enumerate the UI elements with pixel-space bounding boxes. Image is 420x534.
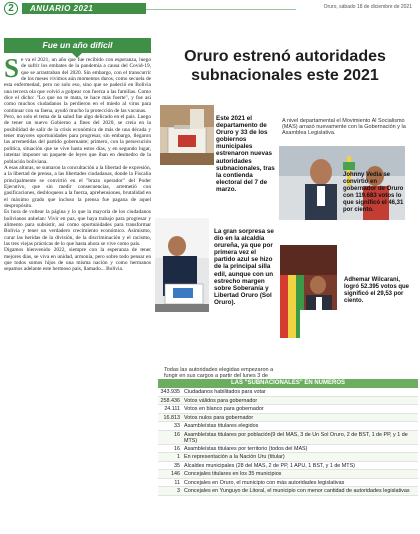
row-label: Ciudadanos habilitados para votar — [184, 389, 266, 396]
caption-governor: Johnny Vedia se convirtió en gobernador de Oruro con 119.683 votos lo que significó el 46,31 por ciento. — [343, 172, 404, 214]
drop-cap: S — [4, 57, 20, 83]
row-label: En representación a la Nación Uru (titular) — [184, 454, 285, 461]
row-number: 1 — [177, 454, 180, 461]
table-row — [158, 445, 418, 454]
table-row — [158, 405, 418, 414]
row-number: 16 — [174, 445, 180, 452]
caption-wilcarani: Adhemar Wilcarani, logró 52.395 votos que significó el 29,53 por ciento. — [344, 277, 410, 305]
table-row — [158, 470, 418, 479]
editorial-body — [4, 57, 151, 527]
row-number: 258.436 — [160, 397, 180, 404]
row-number: 16 — [174, 431, 180, 438]
row-number: 146 — [171, 471, 180, 478]
mayor-voting-photo — [155, 218, 209, 312]
table-row — [158, 487, 418, 496]
note-departmental: A nivel departamental el Movimiento Al Socialismo (MAS) arrasó nuevamente con la Gobernación y la Asamblea Legislativa. — [282, 118, 406, 137]
table-row — [158, 397, 418, 406]
row-label: Alcaldes municipales (28 del MAS, 2 de PP, 1 APU, 1 BST, y 1 de MTS) — [184, 462, 355, 469]
row-number: 16.813 — [163, 414, 180, 421]
table-rows — [158, 388, 418, 496]
row-label: Votos nulos para gobernador — [184, 414, 254, 421]
row-label: Asambleístas titulares elegidos — [184, 423, 259, 430]
caption-mayoralty: La gran sorpresa se dio en la alcaldía orureña, ya que por primera vez el partido azul se hizo de la principal silla edil, aunque con un estrecho margen sobre Soberanía y Libertad Oruro (Sol Oruro). — [214, 228, 274, 306]
editorial-paragraph: A esas alturas, se sumaron la concultación a la libertad de expresión, a la libertad de prensa, a las libertades ciudadanas, donde la Fiscalía principalmente se convirtió en el "brazo operador" del Poder Ejecutivo, que sin medir consecuencias, arremetió con gasificaciones, desbloqueos a la fuerza, aprehensiones, brutalidad en el máximo grado que incluso la prensa fue pagana de aquel despropósito. — [4, 164, 151, 209]
row-number: 35 — [174, 462, 180, 469]
row-label: Votos válidos para gobernador — [184, 397, 258, 404]
table-row — [158, 479, 418, 488]
row-number: 343.935 — [160, 389, 180, 396]
table-title: LAS "SUBNACIONALES" EN NÚMEROS — [158, 379, 418, 388]
row-label: Asambleístas titulares por territorio (todos del MAS) — [184, 445, 308, 452]
row-label: Votos en blanco para gobernador — [184, 406, 264, 413]
row-label: Concejales en Yunguyo de Litoral, el municipio con menor cantidad de autoridades legislativas — [184, 488, 410, 495]
date-line: Oruro, sábado 18 de diciembre de 2021 — [323, 4, 412, 10]
editorial-column — [4, 38, 151, 530]
row-label: Concejales en Oruro, el municipio con más autoridades legislativas — [184, 479, 345, 486]
row-number: 11 — [174, 479, 180, 486]
note-start-date: Todas las autoridades elegidas empezaron a fungir en sus cargos a partir del lunes 3 de — [164, 367, 274, 380]
row-number: 33 — [174, 423, 180, 430]
editorial-paragraph: Se va el 2021, un año que fue recibido con esperanza, luego de sufrir los embates de la pandemia a causa del Covid-19, que se arrastraban del 2020. Sin embargo, con el transcurrir de los meses vivimos aún momentos duros, como secuela de esta enfermedad, pero no solo eso, sino que se padeció en Bolivia una tercera ola que volvió a golpear con fuerza a las familias. Como dice el dicho: "Lo que no te mata, te hace más fuerte", y fue así como muchos ciudadanos la perdieron en el miedo al virus para continuar con su faena, ayudó mucho la protección de las vacunas. — [4, 57, 151, 114]
section-title: ANUARIO 2021 — [30, 4, 94, 13]
page-number: 2 — [4, 2, 18, 15]
caption-subnational: Este 2021 el departamento de Oruro y 33 de los gobiernos municipales estrenaron nuevas autoridades subnacionales, tras la contienda electoral del 7 de marzo. — [216, 115, 275, 193]
numbers-table — [158, 379, 418, 527]
wilcarani-photo — [300, 310, 415, 360]
editorial-paragraph: Digamos bienvenido 2022, siempre con la esperanza de tener mejores días, se viva en unidad, armonía, pero sobre todo pensar en que todos somos hijos de una misma nación y como hermanos sepamos adelante este hermoso país, llamado... Bolivia. — [4, 247, 151, 273]
table-row — [158, 414, 418, 423]
table-row — [158, 462, 418, 471]
table-row — [158, 453, 418, 462]
editorial-title: Fue un año difícil — [4, 38, 151, 53]
table-row — [158, 431, 418, 445]
row-label: Concejales titulares en los 35 municipios — [184, 471, 282, 478]
table-row — [158, 388, 418, 397]
table-row — [158, 422, 418, 431]
page-header — [0, 0, 420, 16]
main-headline: Oruro estrenó autoridades subnacionales este 2021 — [184, 48, 386, 84]
row-number: 3 — [177, 488, 180, 495]
section-bar — [22, 3, 146, 14]
row-number: 24.111 — [164, 406, 180, 413]
editorial-paragraph: Es hora de voltear la página y lo que la mayoría de los ciudadanos bolivianos anhelan: Vivir en paz, que haya trabajo para progresar y alimento para subsistir, así como oportunidades para transformar Bolivia y tener un verdadero crecimiento económico. Asimismo, curar las heridas de la división, de la discriminación y el racismo, las tres viejas prácticas de lo que hasta ahora se vive como país. — [4, 209, 151, 247]
header-rule — [146, 9, 296, 10]
ballot-box-photo — [160, 105, 214, 165]
editorial-paragraph: Pero, no solo el tema de la salud fue algo delicado en el país. Luego de tener un nuevo Gobierno a fines del 2020, se creía en la posibilidad de salir de la crisis económica de más de una década y tener mayores oportunidades para progresar, sin embargo, llegaron las arremetidas del partido gobernante; primero, con la persecución política, situación que se vive hasta estos días, y en segundo lugar, intentar imponer un paquete de leyes que iban en desmedro de la población boliviana. — [4, 114, 151, 165]
row-label: Asambleístas titulares por población(9 del MAS, 3 de Un Sol Oruro, 2 de BST, 1 de PP, y 1 de MTS) — [184, 431, 408, 444]
